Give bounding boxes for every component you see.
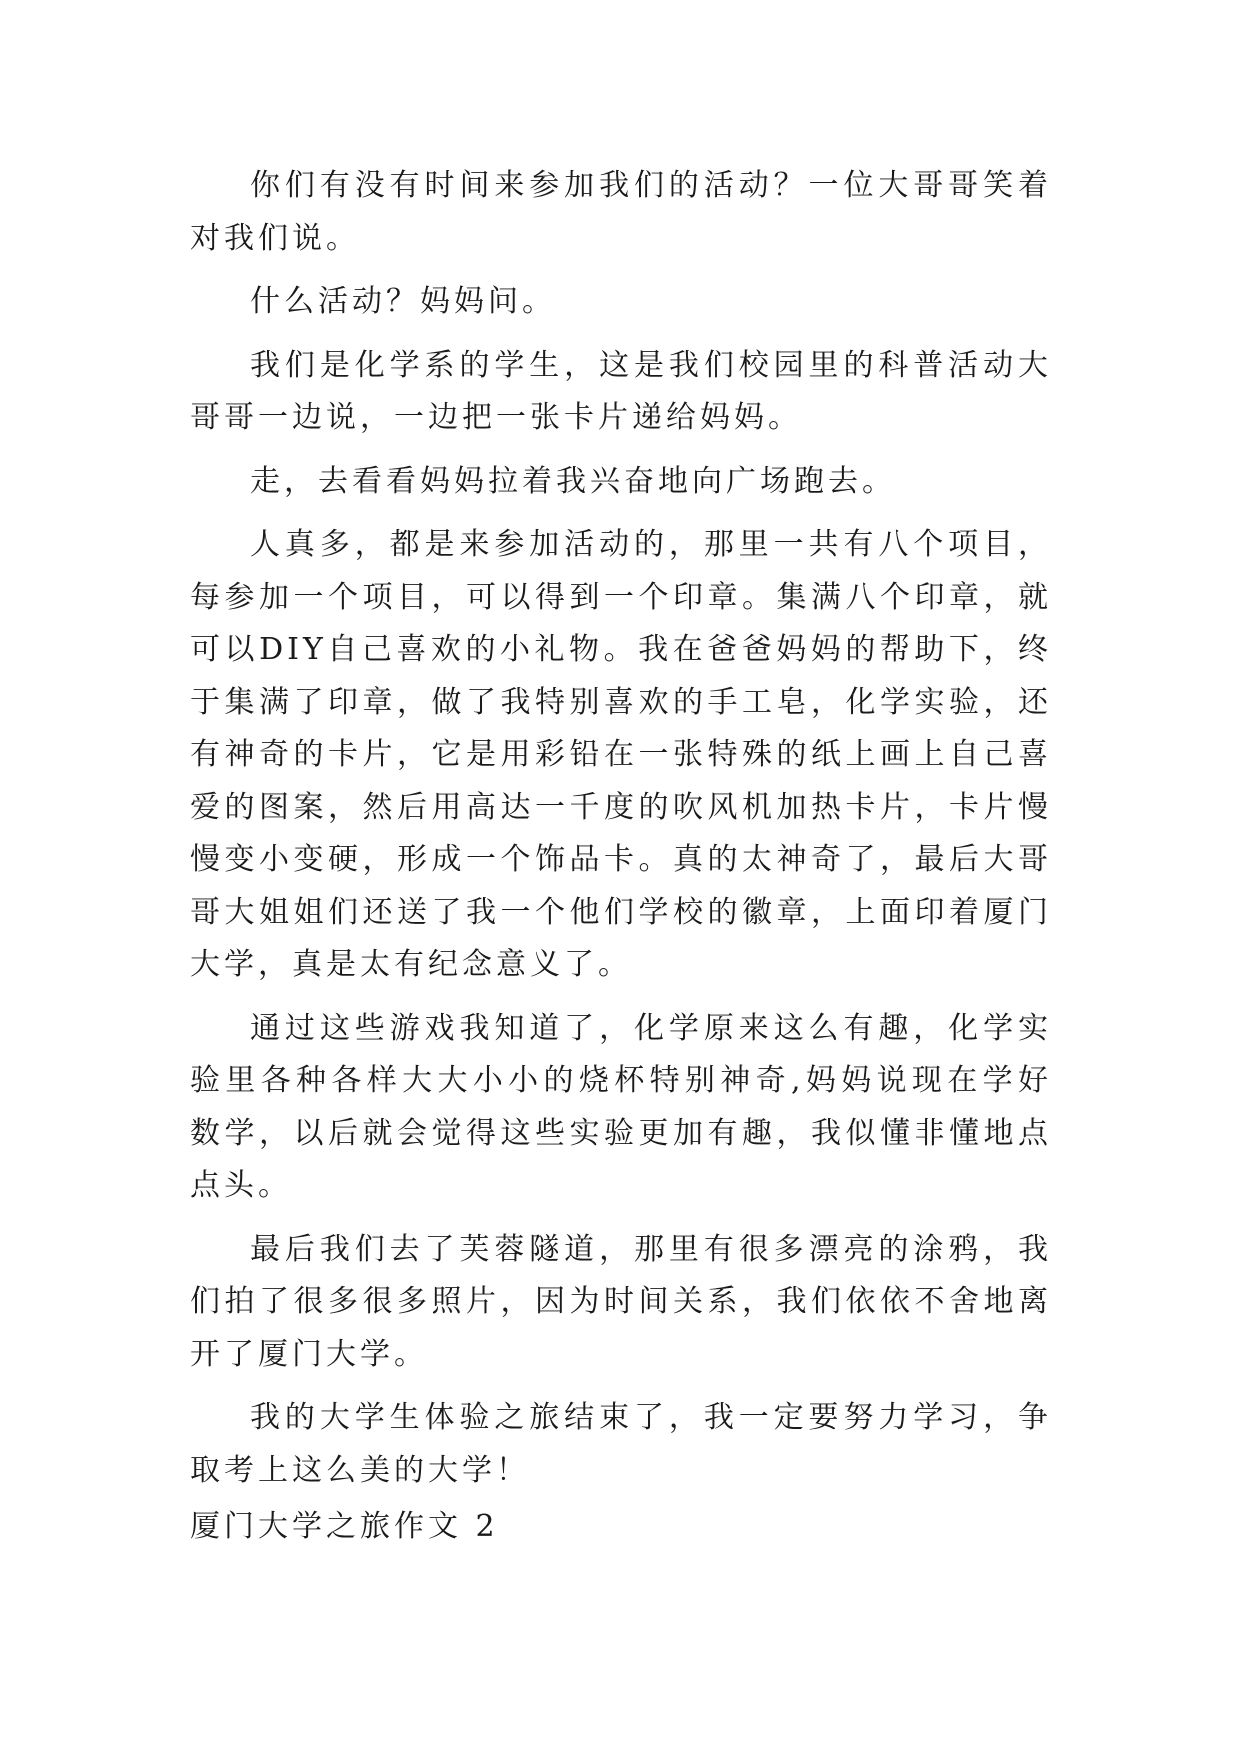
paragraph-6: 通过这些游戏我知道了，化学原来这么有趣，化学实验里各种各样大大小小的烧杯特别神奇,妈妈说现在学好数学，以后就会觉得这些实验更加有趣，我似懂非懂地点点头。 [190, 1010, 1052, 1203]
paragraph-1: 你们有没有时间来参加我们的活动？一位大哥哥笑着对我们说。 [190, 168, 1052, 256]
paragraph-7: 最后我们去了芙蓉隧道，那里有很多漂亮的涂鸦，我们拍了很多很多照片，因为时间关系，我们依依不舍地离开了厦门大学。 [190, 1231, 1052, 1372]
section-heading: 厦门大学之旅作文 2 [190, 1509, 499, 1544]
paragraph-2: 什么活动？妈妈问。 [250, 284, 556, 319]
paragraph-8: 我的大学生体验之旅结束了，我一定要努力学习，争取考上这么美的大学！ [190, 1400, 1052, 1488]
document-page [190, 160, 1052, 1554]
paragraph-4: 走，去看看妈妈拉着我兴奋地向广场跑去。 [250, 463, 896, 499]
paragraph-3: 我们是化学系的学生，这是我们校园里的科普活动大哥哥一边说，一边把一张卡片递给妈妈。 [190, 347, 1052, 435]
paragraph-5: 人真多，都是来参加活动的，那里一共有八个项目，每参加一个项目，可以得到一个印章。集满八个印章，就可以DIY自己喜欢的小礼物。我在爸爸妈妈的帮助下，终于集满了印章，做了我特别喜欢的手工皂，化学实验，还有神奇的卡片，它是用彩铅在一张特殊的纸上画上自己喜爱的图案，然后用高达一千度的吹风机加热卡片，卡片慢慢变小变硬，形成一个饰品卡。真的太神奇了，最后大哥哥大姐姐们还送了我一个他们学校的徽章，上面印着厦门大学，真是太有纪念意义了。 [190, 527, 1052, 982]
